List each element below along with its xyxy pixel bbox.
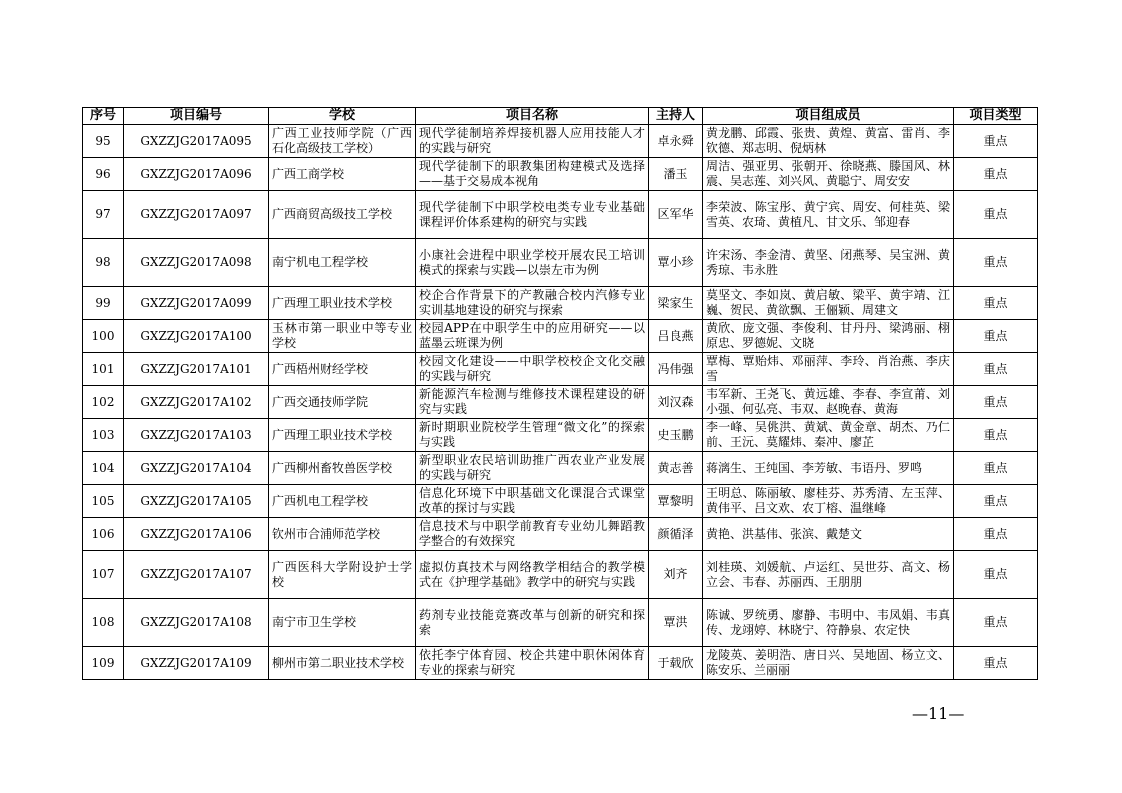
- cell-members: 龙陵英、姜明浩、唐日兴、吴地固、杨立文、陈安乐、兰丽丽: [703, 647, 954, 680]
- cell-code: GXZZJG2017A100: [124, 320, 269, 353]
- header-school: 学校: [269, 108, 416, 125]
- cell-title: 虚拟仿真技术与网络教学相结合的教学模式在《护理学基础》教学中的研究与实践: [416, 551, 649, 599]
- cell-host: 区军华: [649, 191, 703, 239]
- cell-no: 100: [83, 320, 124, 353]
- cell-host: 于载欣: [649, 647, 703, 680]
- header-title: 项目名称: [416, 108, 649, 125]
- cell-host: 覃小珍: [649, 239, 703, 287]
- cell-no: 101: [83, 353, 124, 386]
- table-row: [83, 320, 1038, 353]
- cell-host: 颜循泽: [649, 518, 703, 551]
- cell-school: 玉林市第一职业中等专业学校: [269, 320, 416, 353]
- table-row: [83, 191, 1038, 239]
- table-row: [83, 353, 1038, 386]
- header-no: 序号: [83, 108, 124, 125]
- cell-school: 钦州市合浦师范学校: [269, 518, 416, 551]
- cell-members: 王明总、陈丽敏、廖桂芬、苏秀清、左玉萍、黄伟平、吕文欢、农丁榕、温继峰: [703, 485, 954, 518]
- cell-no: 106: [83, 518, 124, 551]
- cell-type: 重点: [954, 353, 1038, 386]
- cell-code: GXZZJG2017A109: [124, 647, 269, 680]
- cell-no: 95: [83, 125, 124, 158]
- cell-type: 重点: [954, 599, 1038, 647]
- cell-title: 校园APP在中职学生中的应用研究——以蓝墨云班课为例: [416, 320, 649, 353]
- cell-host: 刘齐: [649, 551, 703, 599]
- table-row: [83, 599, 1038, 647]
- cell-no: 108: [83, 599, 124, 647]
- header-code: 项目编号: [124, 108, 269, 125]
- page-number: —11—: [912, 704, 965, 723]
- table-row: [83, 287, 1038, 320]
- cell-school: 广西工商学校: [269, 158, 416, 191]
- cell-title: 信息化环境下中职基础文化课混合式课堂改革的探讨与实践: [416, 485, 649, 518]
- cell-code: GXZZJG2017A102: [124, 386, 269, 419]
- cell-members: 蒋漓生、王纯国、李芳敏、韦语丹、罗鸣: [703, 452, 954, 485]
- cell-title: 现代学徒制下的职教集团构建模式及选择——基于交易成本视角: [416, 158, 649, 191]
- cell-type: 重点: [954, 125, 1038, 158]
- cell-members: 莫坚文、李如岚、黄启敏、梁平、黄宇靖、江巍、贺民、黄欲飘、王俪颖、周建文: [703, 287, 954, 320]
- cell-code: GXZZJG2017A096: [124, 158, 269, 191]
- cell-host: 吕良燕: [649, 320, 703, 353]
- cell-members: 李荣波、陈宝彤、黄宁宾、周安、何桂英、梁雪英、农琦、黄植凡、甘文乐、邹迎春: [703, 191, 954, 239]
- cell-title: 校企合作背景下的产教融合校内汽修专业实训基地建设的研究与探索: [416, 287, 649, 320]
- table-row: [83, 239, 1038, 287]
- cell-members: 刘桂瑛、刘媛航、卢运红、吴世芬、高文、杨立会、韦春、苏丽西、王朋朋: [703, 551, 954, 599]
- header-row: [83, 108, 1038, 125]
- cell-no: 104: [83, 452, 124, 485]
- cell-members: 陈诚、罗统勇、廖静、韦明中、韦凤娟、韦真传、龙翊婷、林晓宁、符静泉、农定快: [703, 599, 954, 647]
- table-row: [83, 647, 1038, 680]
- cell-code: GXZZJG2017A099: [124, 287, 269, 320]
- cell-type: 重点: [954, 287, 1038, 320]
- cell-members: 覃梅、覃贻炜、邓丽萍、李玲、肖治燕、李庆雪: [703, 353, 954, 386]
- cell-no: 98: [83, 239, 124, 287]
- cell-members: 周洁、强亚男、张朝开、徐晓燕、滕国风、林震、吴志莲、刘兴风、黄聪宁、周安安: [703, 158, 954, 191]
- cell-code: GXZZJG2017A103: [124, 419, 269, 452]
- cell-host: 梁家生: [649, 287, 703, 320]
- cell-no: 102: [83, 386, 124, 419]
- cell-school: 广西交通技师学院: [269, 386, 416, 419]
- cell-code: GXZZJG2017A106: [124, 518, 269, 551]
- cell-title: 信息技术与中职学前教育专业幼儿舞蹈教学整合的有效探究: [416, 518, 649, 551]
- cell-title: 新时期职业院校学生管理“微文化”的探索与实践: [416, 419, 649, 452]
- cell-no: 103: [83, 419, 124, 452]
- cell-title: 新型职业农民培训助推广西农业产业发展的实践与研究: [416, 452, 649, 485]
- cell-type: 重点: [954, 551, 1038, 599]
- header-type: 项目类型: [954, 108, 1038, 125]
- header-members: 项目组成员: [703, 108, 954, 125]
- table-row: [83, 551, 1038, 599]
- cell-school: 广西柳州畜牧兽医学校: [269, 452, 416, 485]
- cell-title: 新能源汽车检测与维修技术课程建设的研究与实践: [416, 386, 649, 419]
- cell-code: GXZZJG2017A101: [124, 353, 269, 386]
- cell-members: 黄欣、庞文强、李俊利、甘丹丹、梁鸿丽、栩原忠、罗德妮、文晓: [703, 320, 954, 353]
- cell-school: 广西理工职业技术学校: [269, 419, 416, 452]
- cell-type: 重点: [954, 518, 1038, 551]
- cell-title: 药剂专业技能竞赛改革与创新的研究和探索: [416, 599, 649, 647]
- cell-no: 96: [83, 158, 124, 191]
- table-body: [83, 125, 1038, 680]
- cell-school: 广西工业技师学院（广西石化高级技工学校）: [269, 125, 416, 158]
- cell-title: 现代学徒制培养焊接机器人应用技能人才的实践与研究: [416, 125, 649, 158]
- cell-title: 校园文化建设——中职学校校企文化交融的实践与研究: [416, 353, 649, 386]
- cell-host: 卓永舜: [649, 125, 703, 158]
- table-row: [83, 485, 1038, 518]
- cell-members: 黄艳、洪基伟、张滨、戴楚文: [703, 518, 954, 551]
- cell-code: GXZZJG2017A104: [124, 452, 269, 485]
- cell-host: 覃洪: [649, 599, 703, 647]
- cell-members: 黄龙鹏、邱霞、张贵、黄煌、黄富、雷肖、李钦德、郑志明、倪炳林: [703, 125, 954, 158]
- cell-school: 广西机电工程学校: [269, 485, 416, 518]
- header-host: 主持人: [649, 108, 703, 125]
- cell-host: 刘汉森: [649, 386, 703, 419]
- cell-code: GXZZJG2017A108: [124, 599, 269, 647]
- cell-no: 97: [83, 191, 124, 239]
- cell-no: 105: [83, 485, 124, 518]
- projects-table: [82, 107, 1038, 680]
- cell-type: 重点: [954, 419, 1038, 452]
- cell-code: GXZZJG2017A097: [124, 191, 269, 239]
- cell-type: 重点: [954, 239, 1038, 287]
- cell-type: 重点: [954, 485, 1038, 518]
- table-row: [83, 386, 1038, 419]
- cell-type: 重点: [954, 386, 1038, 419]
- table-row: [83, 452, 1038, 485]
- cell-type: 重点: [954, 191, 1038, 239]
- cell-school: 广西商贸高级技工学校: [269, 191, 416, 239]
- cell-host: 冯伟强: [649, 353, 703, 386]
- cell-school: 广西医科大学附设护士学校: [269, 551, 416, 599]
- cell-title: 依托李宁体育园、校企共建中职休闲体育专业的探索与研究: [416, 647, 649, 680]
- cell-host: 黄志善: [649, 452, 703, 485]
- cell-title: 小康社会进程中职业学校开展农民工培训模式的探索与实践—以崇左市为例: [416, 239, 649, 287]
- cell-code: GXZZJG2017A098: [124, 239, 269, 287]
- table-header: [83, 108, 1038, 125]
- cell-no: 107: [83, 551, 124, 599]
- cell-school: 广西梧州财经学校: [269, 353, 416, 386]
- cell-no: 109: [83, 647, 124, 680]
- cell-code: GXZZJG2017A095: [124, 125, 269, 158]
- cell-title: 现代学徒制下中职学校电类专业专业基础课程评价体系建构的研究与实践: [416, 191, 649, 239]
- cell-members: 李一峰、吴佻洪、黄斌、黄金章、胡杰、乃仁前、王沅、莫耀炜、秦冲、廖芷: [703, 419, 954, 452]
- cell-code: GXZZJG2017A107: [124, 551, 269, 599]
- cell-members: 许宋汤、李金清、黄坚、闭燕琴、吴宝洲、黄秀琼、韦永胜: [703, 239, 954, 287]
- cell-type: 重点: [954, 647, 1038, 680]
- cell-school: 南宁机电工程学校: [269, 239, 416, 287]
- cell-host: 覃黎明: [649, 485, 703, 518]
- cell-members: 韦军新、王尧飞、黄远雄、李春、李宣莆、刘小强、何弘亮、韦双、赵晚春、黄海: [703, 386, 954, 419]
- cell-school: 柳州市第二职业技术学校: [269, 647, 416, 680]
- cell-host: 史玉鹏: [649, 419, 703, 452]
- table-row: [83, 125, 1038, 158]
- cell-school: 广西理工职业技术学校: [269, 287, 416, 320]
- table-row: [83, 518, 1038, 551]
- cell-type: 重点: [954, 452, 1038, 485]
- cell-host: 潘玉: [649, 158, 703, 191]
- table-row: [83, 419, 1038, 452]
- cell-type: 重点: [954, 320, 1038, 353]
- cell-code: GXZZJG2017A105: [124, 485, 269, 518]
- cell-school: 南宁市卫生学校: [269, 599, 416, 647]
- cell-no: 99: [83, 287, 124, 320]
- cell-type: 重点: [954, 158, 1038, 191]
- table-row: [83, 158, 1038, 191]
